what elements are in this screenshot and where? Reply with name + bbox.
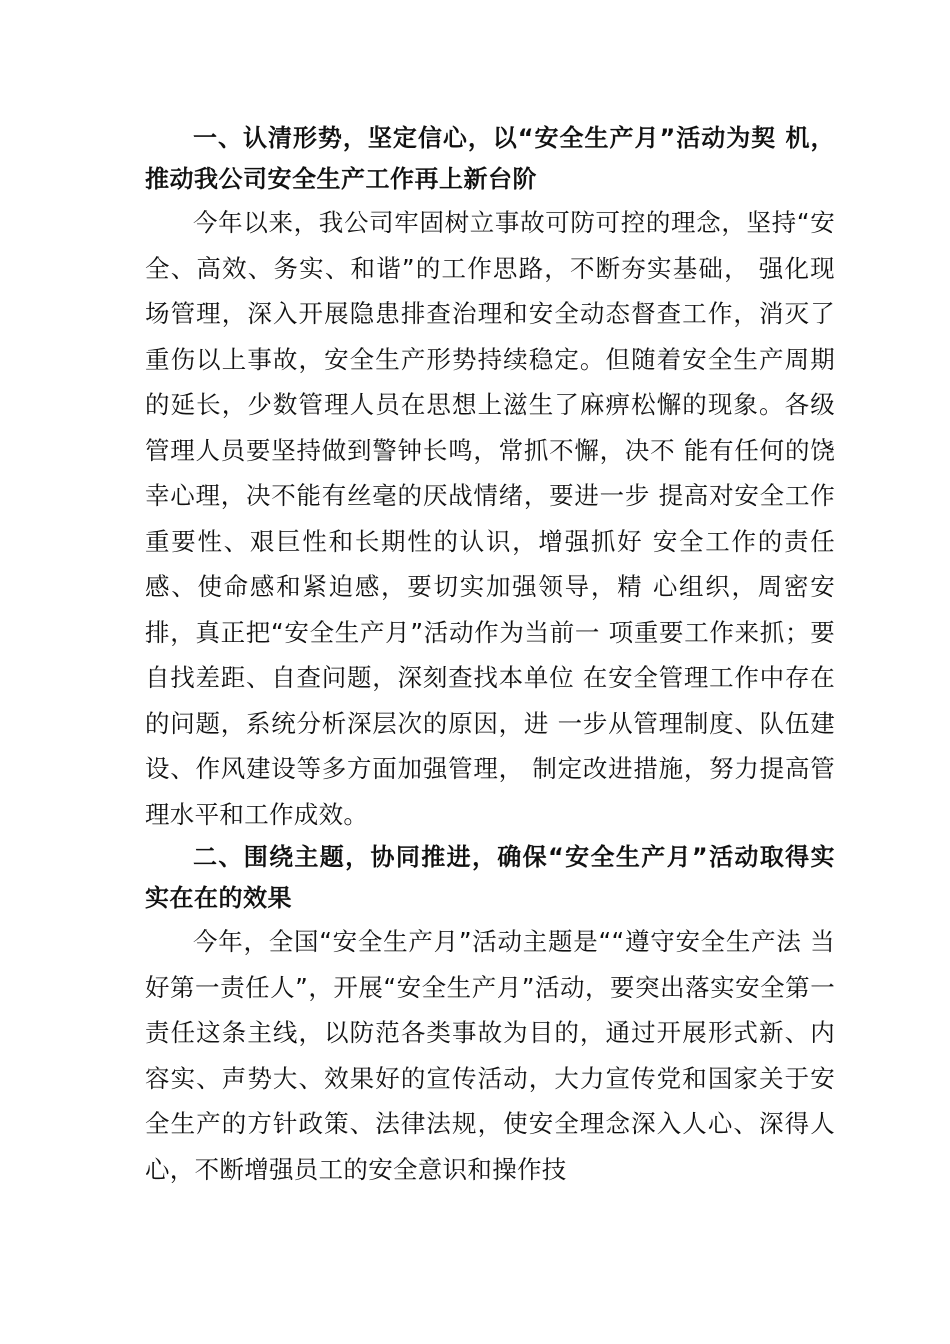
section-1-paragraph: 今年以来，我公司牢固树立事故可防可控的理念，坚持“安全、高效、务实、和谐”的工作思路，不断夯实基础， 强化现场管理，深入开展隐患排查治理和安全动态督查工作，消灭了重伤以上事故，安全生产形势持续稳定。但随着安全生产周期的延长，少数管理人员在思想上滋生了麻痹松懈的现象。各级管理人员要坚持做到警钟长鸣，常抓不懈，决不 能有任何的饶幸心理，决不能有丝毫的厌战情绪，要进一步 提高对安全工作重要性、艰巨性和长期性的认识，增强抓好 安全工作的责任感、使命感和紧迫感，要切实加强领导，精 心组织，周密安排，真正把“安全生产月”活动作为当前一 项重要工作来抓；要自找差距、自查问题，深刻查找本单位 在安全管理工作中存在的问题，系统分析深层次的原因，进 一步从管理制度、队伍建设、作风建设等多方面加强管理， 制定改进措施，努力提高管理水平和工作成效。: [145, 208, 835, 829]
section-1-heading: 一、认清形势，坚定信心，以“安全生产月”活动为契 机，推动我公司安全生产工作再上新台阶: [145, 124, 835, 193]
document-body: [145, 118, 835, 1192]
section-2-heading: 二、围绕主题，协同推进，确保“安全生产月”活动取得实实在在的效果: [145, 843, 835, 912]
section-2-paragraph: 今年，全国“安全生产月”活动主题是““遵守安全生产法 当好第一责任人”，开展“安全生产月”活动，要突出落实安全第一责任这条主线，以防范各类事故为目的，通过开展形式新、内容实、声势大、效果好的宣传活动，大力宣传党和国家关于安全生产的方针政策、法律法规，使安全理念深入人心、深得人心，不断增强员工的安全意识和操作技: [145, 927, 835, 1184]
